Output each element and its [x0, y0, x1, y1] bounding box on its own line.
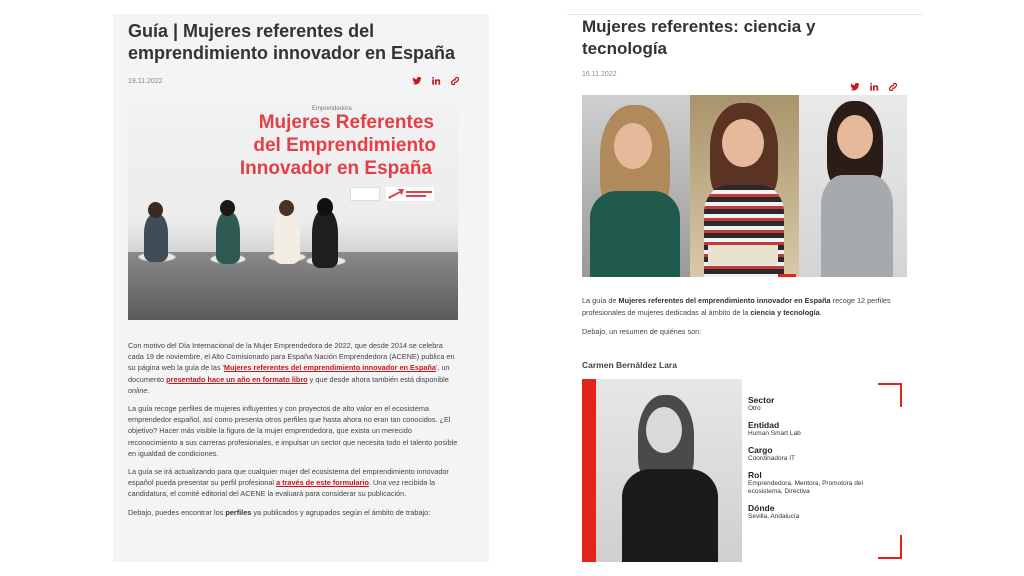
profile-field: Entidad Human Smart Lab	[748, 420, 801, 437]
government-logo	[350, 187, 380, 201]
hero-brand-text: Emprendedora	[312, 106, 352, 112]
form-link[interactable]: a través de este formulario	[276, 478, 369, 488]
profile-field: Sector Otro	[748, 395, 775, 412]
link-icon[interactable]	[449, 75, 461, 87]
paragraph-4: Debajo, puedes encontrar los perfiles ya publicados y agrupados según el ámbito de trabajo:	[128, 507, 431, 517]
article-title: Mujeres referentes: ciencia y tecnología	[582, 17, 816, 58]
article-body	[128, 340, 460, 525]
acene-logo	[386, 187, 434, 201]
link-icon[interactable]	[887, 81, 899, 93]
hero-image-portraits	[582, 95, 907, 277]
panelist-3-head	[279, 200, 294, 216]
paragraph-3: La guía se irá actualizando para que cualquier mujer del ecosistema del emprendimiento innovador español pueda presentar su perfil profesional a través de este formulario. Una vez recibida la candidatura, el comité editorial del ACENE la evaluará para considerar su publicación.	[128, 467, 449, 499]
article-title: Guía | Mujeres referentes del emprendimiento innovador en España	[128, 21, 456, 63]
linkedin-icon[interactable]	[430, 75, 442, 87]
intro-paragraph: La guía de Mujeres referentes del emprendimiento innovador en España recoge 12 perfiles profesionales de mujeres dedicadas al ámbito de la ciencia y tecnología.	[582, 296, 891, 317]
portrait-2	[690, 95, 798, 277]
profile-card[interactable]	[582, 379, 907, 562]
twitter-icon[interactable]	[411, 75, 423, 87]
twitter-icon[interactable]	[849, 81, 861, 93]
paragraph-1: Con motivo del Día Internacional de la Mujer Emprendedora de 2022, que desde 2014 se celebra cada 19 de noviembre, el Alto Comisionado para España Nación Emprendedora (ACENE) publica en su página web la guía de las 'Mujeres referentes del emprendimiento innovador en España', un documento presentado hace un año en formato libro y que desde ahora también está disponible online.	[128, 341, 455, 395]
profile-field: Cargo Coordinadora IT	[748, 445, 795, 462]
paragraph-2: La guía recoge perfiles de mujeres influyentes y con proyectos de alto valor en el ecosistema emprendedor español, así como presenta otros perfiles que hasta ahora no eran tan conocidos. ¿El objetivo? Hacer más visible la figura de la mujer emprendedora, que exista un merecido reconocimiento a sus carreras profesionales, e impulsar un sector que necesita todo el talento posible en igualdad de condiciones.	[128, 404, 458, 458]
share-bar	[411, 75, 461, 87]
corner-accent	[878, 535, 902, 559]
corner-accent	[878, 383, 902, 407]
panelist-3	[274, 212, 300, 264]
article-date: 16.11.2022	[582, 71, 617, 78]
portrait-1	[582, 95, 690, 277]
intro-paragraph-2: Debajo, un resumen de quiénes son:	[582, 327, 702, 336]
hero-text-line2: del Emprendimiento	[253, 135, 436, 156]
profile-field: Rol Emprendedora, Mentora, Promotora del ecosistema, Directiva	[748, 470, 863, 495]
article-date: 19.11.2022	[128, 78, 163, 85]
article-right	[567, 14, 923, 562]
panelist-2-head	[220, 200, 235, 216]
panelist-1	[144, 214, 168, 262]
linkedin-icon[interactable]	[868, 81, 880, 93]
panelist-4-head	[317, 198, 333, 216]
book-link[interactable]: presentado hace un año en formato libro	[166, 374, 308, 384]
profile-fields	[748, 395, 878, 528]
panelist-1-head	[148, 202, 163, 218]
profile-field: Dónde Sevilla, Andalucía	[748, 503, 800, 520]
panelist-2	[216, 212, 240, 264]
profile-name: Carmen Bernáldez Lara	[582, 360, 677, 370]
panelist-4	[312, 210, 338, 268]
share-bar	[849, 81, 899, 93]
article-intro	[582, 295, 907, 345]
guide-link[interactable]: Mujeres referentes del emprendimiento innovador en España	[223, 363, 436, 373]
hero-text-line3: Innovador en España	[239, 158, 432, 179]
portrait-3	[799, 95, 907, 277]
hero-text-line1: Mujeres Referentes	[258, 112, 434, 133]
profile-photo	[582, 379, 742, 562]
article-left	[113, 14, 489, 562]
hero-image-event	[128, 102, 458, 320]
